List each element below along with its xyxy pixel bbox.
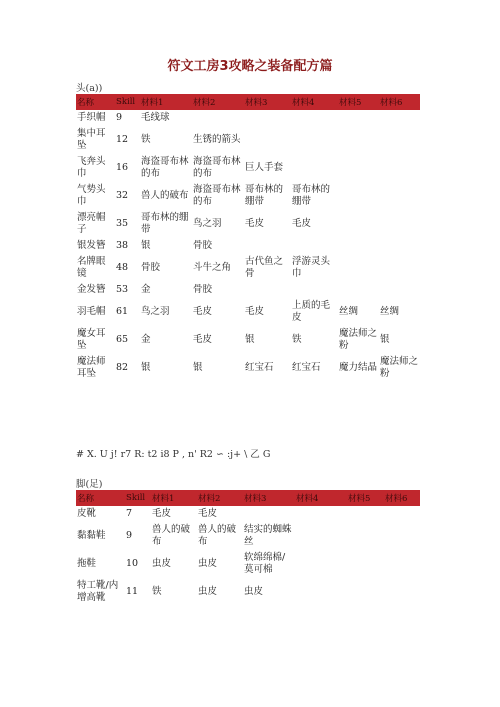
table-row: [76, 210, 420, 238]
table-cell: [384, 506, 420, 522]
table-cell: [379, 254, 420, 282]
table-cell: [338, 182, 379, 210]
table-cell: 银: [141, 240, 151, 251]
table-header-row: [76, 490, 420, 506]
table-cell: [244, 110, 291, 126]
table-cell: 金: [141, 284, 151, 295]
column-header: Skill: [125, 490, 151, 506]
table-cell: [192, 110, 244, 126]
column-header: 材料2: [192, 94, 244, 110]
table-cell: [347, 550, 384, 578]
table-cell: 红宝石: [292, 362, 321, 373]
table-cell: 毛皮: [245, 306, 265, 317]
table-cell: 名牌眼镜: [77, 256, 106, 279]
table-cell: [338, 126, 379, 154]
table-cell: 12: [116, 134, 129, 145]
column-header: 材料1: [151, 490, 197, 506]
table-cell: 丝绸: [380, 306, 400, 317]
table-cell: 气势头巾: [77, 184, 106, 207]
table-cell: [338, 110, 379, 126]
table-cell: 毛皮: [292, 218, 312, 229]
table-cell: 红宝石: [245, 362, 274, 373]
table-cell: 35: [116, 218, 129, 229]
table-cell: [379, 126, 420, 154]
table-cell: [295, 506, 347, 522]
table-cell: [379, 110, 420, 126]
column-header: 材料4: [291, 94, 338, 110]
table-cell: 哥布林的绷带: [292, 184, 331, 207]
column-header: 材料6: [384, 490, 420, 506]
table-cell: 魔法师耳坠: [77, 356, 106, 379]
table-cell: 兽人的破布: [141, 190, 189, 201]
table-header-row: [76, 94, 420, 110]
table-cell: 虫皮: [198, 558, 218, 569]
table-row: [76, 522, 420, 550]
table-cell: 魔女耳坠: [77, 328, 106, 351]
table-cell: 32: [116, 190, 129, 201]
table-row: [76, 578, 420, 606]
table-cell: 铁: [292, 334, 302, 345]
table-cell: [244, 126, 291, 154]
table-cell: 虫皮: [198, 586, 218, 597]
table-cell: [384, 550, 420, 578]
table-cell: 魔力结晶: [339, 362, 378, 373]
table-cell: [291, 238, 338, 254]
table-cell: [379, 154, 420, 182]
table-cell: [295, 578, 347, 606]
table-cell: 骨胶: [193, 240, 213, 251]
table-cell: [291, 154, 338, 182]
table-cell: 毛线球: [141, 112, 170, 123]
table-cell: 海盗哥布林的布: [193, 156, 241, 179]
table-cell: 飞奔头巾: [77, 156, 106, 179]
column-header: 材料5: [338, 94, 379, 110]
table-cell: 金发簪: [77, 284, 106, 295]
table-row: [76, 182, 420, 210]
table-cell: 虫皮: [152, 558, 172, 569]
table-cell: 特工靴/内增高靴: [77, 580, 119, 603]
table-cell: [244, 238, 291, 254]
table-cell: 魔法师之粉: [380, 356, 419, 379]
table-row: [76, 254, 420, 282]
table-cell: 上质的毛皮: [292, 300, 331, 323]
table-cell: 毛皮: [152, 508, 172, 519]
table-cell: 银: [245, 334, 255, 345]
table-cell: 软绵绵棉/莫可棉: [244, 552, 286, 575]
table-cell: 银发簪: [77, 240, 106, 251]
table-cell: 9: [116, 112, 123, 123]
table-cell: 银: [141, 362, 151, 373]
table-cell: [243, 506, 295, 522]
table-cell: 羽毛帽: [77, 306, 106, 317]
table-cell: 浮游灵头巾: [292, 256, 331, 279]
table-row: [76, 506, 420, 522]
table-cell: 鸟之羽: [141, 306, 170, 317]
table-cell: 生锈的箭头: [193, 134, 241, 145]
column-header: 名称: [76, 94, 115, 110]
table-cell: [379, 210, 420, 238]
column-header: Skill: [115, 94, 140, 110]
table-cell: 哥布林的绷带: [245, 184, 284, 207]
table-cell: [291, 110, 338, 126]
table-cell: 皮靴: [77, 508, 97, 519]
table-cell: [295, 522, 347, 550]
table-row: [76, 282, 420, 298]
table-cell: 铁: [152, 586, 162, 597]
table-cell: 毛皮: [198, 508, 218, 519]
table-cell: 82: [116, 362, 129, 373]
table-cell: [347, 578, 384, 606]
table-cell: 拖鞋: [77, 558, 97, 569]
column-header: 材料6: [379, 94, 420, 110]
column-header: 材料1: [140, 94, 192, 110]
head-equipment-table: [76, 94, 420, 382]
table-cell: 虫皮: [244, 586, 264, 597]
column-header: 材料4: [295, 490, 347, 506]
table-cell: [291, 126, 338, 154]
table-row: [76, 326, 420, 354]
table-cell: 手织帽: [77, 112, 106, 123]
table-cell: 11: [126, 586, 139, 597]
table-cell: 鸟之羽: [193, 218, 222, 229]
table-cell: [338, 154, 379, 182]
table-cell: 16: [116, 162, 129, 173]
table-cell: [379, 282, 420, 298]
table-row: [76, 154, 420, 182]
table-row: [76, 110, 420, 126]
table-cell: 金: [141, 334, 151, 345]
table-cell: 61: [116, 306, 129, 317]
table-cell: 哥布林的绷带: [141, 212, 189, 235]
table-row: [76, 354, 420, 382]
table-cell: 骨胶: [141, 262, 161, 273]
table-cell: 毛皮: [193, 334, 213, 345]
column-header: 材料5: [347, 490, 384, 506]
table-cell: [379, 238, 420, 254]
table-cell: 65: [116, 334, 129, 345]
table-cell: [347, 506, 384, 522]
table-cell: 银: [193, 362, 203, 373]
table-cell: [338, 282, 379, 298]
table-cell: [379, 182, 420, 210]
table-cell: 兽人的破布: [152, 524, 191, 547]
foot-equipment-table: [76, 490, 420, 606]
table-cell: [384, 578, 420, 606]
stray-text-line: # X. U j! r7 R: t2 i8 P , n' R2 ∽ :j+ \ 乙 G: [76, 449, 271, 460]
table-cell: [244, 282, 291, 298]
table-cell: [295, 550, 347, 578]
table-row: [76, 126, 420, 154]
column-header: 名称: [76, 490, 125, 506]
table-row: [76, 238, 420, 254]
table-cell: 53: [116, 284, 129, 295]
table-cell: 斗牛之角: [193, 262, 232, 273]
column-header: 材料3: [243, 490, 295, 506]
table-cell: [384, 522, 420, 550]
table-cell: 集中耳坠: [77, 128, 106, 151]
table-cell: 海盗哥布林的布: [193, 184, 241, 207]
table-cell: 9: [126, 530, 133, 541]
foot-section-label: 脚(足): [76, 479, 103, 490]
table-cell: [291, 282, 338, 298]
table-cell: 毛皮: [193, 306, 213, 317]
column-header: 材料3: [244, 94, 291, 110]
table-cell: [338, 238, 379, 254]
table-cell: 结实的蜘蛛丝: [244, 524, 292, 547]
table-cell: 魔法师之粉: [339, 328, 378, 351]
table-cell: 巨人手套: [245, 162, 284, 173]
table-row: [76, 550, 420, 578]
table-cell: [338, 254, 379, 282]
table-cell: 48: [116, 262, 129, 273]
table-cell: 38: [116, 240, 129, 251]
table-cell: 铁: [141, 134, 151, 145]
table-cell: [347, 522, 384, 550]
table-cell: 漂亮帽子: [77, 212, 106, 235]
table-cell: 骨胶: [193, 284, 213, 295]
table-cell: 丝绸: [339, 306, 359, 317]
table-cell: 银: [380, 334, 390, 345]
table-cell: 10: [126, 558, 139, 569]
table-cell: 毛皮: [245, 218, 265, 229]
head-section-label: 头(a)): [76, 83, 103, 94]
table-cell: 黏黏鞋: [77, 530, 106, 541]
table-row: [76, 298, 420, 326]
table-cell: 海盗哥布林的布: [141, 156, 189, 179]
table-cell: [338, 210, 379, 238]
page-title: 符文工房3攻略之装备配方篇: [167, 59, 333, 74]
table-cell: 古代鱼之骨: [245, 256, 284, 279]
table-cell: 兽人的破布: [198, 524, 237, 547]
column-header: 材料2: [197, 490, 243, 506]
table-cell: 7: [126, 508, 133, 519]
